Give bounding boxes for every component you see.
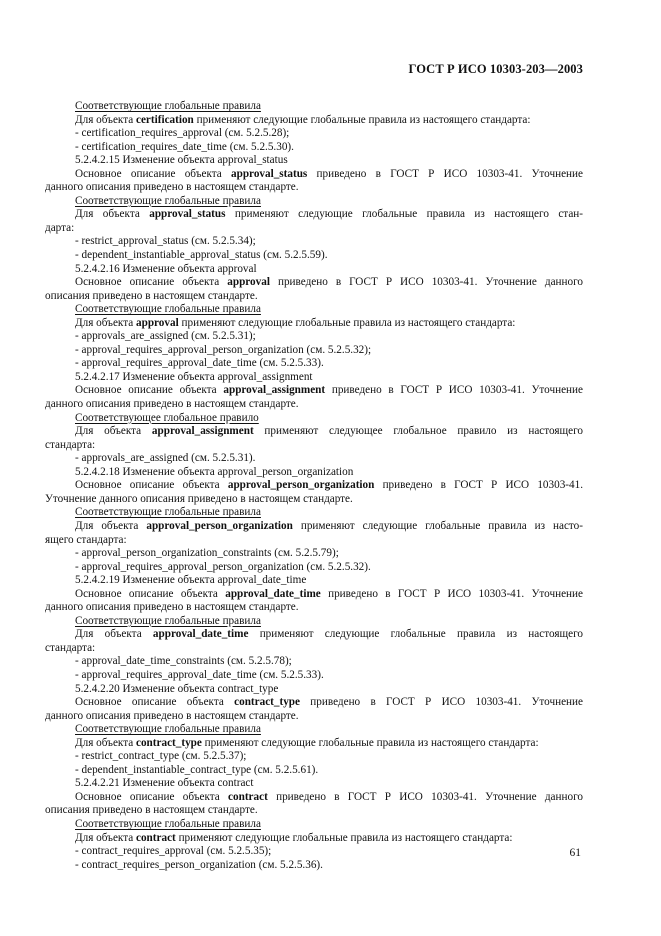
line-text: применяют следующие глобальные правила из насто- xyxy=(292,519,583,532)
section-heading-text: Соответствующее глобальное правило xyxy=(75,411,259,424)
indented-line: 5.2.4.2.15 Изменение объекта approval_status xyxy=(75,154,288,167)
indented-line: - approval_requires_approval_person_organization (см. 5.2.5.32). xyxy=(75,560,371,573)
entity-name: approval xyxy=(136,316,179,329)
indented-line: 5.2.4.2.19 Изменение объекта approval_date_time xyxy=(75,574,307,587)
section-heading xyxy=(45,100,583,114)
entity-name: approval_status xyxy=(231,167,308,180)
line-text: применяют следующие глобальные правила из настоящего стандарта: xyxy=(193,113,531,126)
paragraph-line xyxy=(45,696,583,710)
line-text: применяют следующее глобальное правило из настоящего xyxy=(253,425,583,438)
line-text: Основное описание объекта xyxy=(75,276,228,289)
line-text: применяют следующие глобальные правила из настоящего стан- xyxy=(225,208,583,221)
entity-name: contract_type xyxy=(234,696,300,709)
continuation-line: Уточнение данного описания приведено в настоящем стандарте. xyxy=(45,492,353,505)
paragraph-line xyxy=(45,520,583,534)
line-text: Для объекта xyxy=(75,736,136,749)
indented-line: - contract_requires_person_organization (см. 5.2.5.36). xyxy=(75,858,323,871)
line-text: приведено в ГОСТ Р ИСО 10303-41. Уточнение xyxy=(307,167,583,180)
entity-name: approval_status xyxy=(149,208,226,221)
continuation-line: описания приведено в настоящем стандарте. xyxy=(45,289,258,302)
paragraph-line xyxy=(45,114,583,128)
line-text: Для объекта xyxy=(75,425,152,438)
line-text: Основное описание объекта xyxy=(75,479,228,492)
section-heading xyxy=(45,412,583,426)
line-text: Для объекта xyxy=(75,113,136,126)
section-heading xyxy=(45,615,583,629)
continuation-line: дарта: xyxy=(45,221,75,234)
indented-line: - dependent_instantiable_contract_type (см. 5.2.5.61). xyxy=(75,763,319,776)
paragraph-line xyxy=(45,628,583,642)
line-text: приведено в ГОСТ Р ИСО 10303-41. Уточнение xyxy=(300,696,583,709)
line-text: применяют следующие глобальные правила из настоящего стандарта: xyxy=(201,736,539,749)
line-text: Для объекта xyxy=(75,208,150,221)
continuation-line: данного описания приведено в настоящем стандарте. xyxy=(45,601,299,614)
section-heading-text: Соответствующие глобальные правила xyxy=(75,303,261,316)
line-text: приведено в ГОСТ Р ИСО 10303-41. Уточнение xyxy=(325,384,583,397)
indented-line: - restrict_contract_type (см. 5.2.5.37); xyxy=(75,750,247,763)
indented-line: - certification_requires_approval (см. 5.2.5.28); xyxy=(75,127,290,140)
paragraph-line xyxy=(45,276,583,290)
entity-name: approval_person_organization xyxy=(227,479,375,492)
indented-line: 5.2.4.2.20 Изменение объекта contract_type xyxy=(75,682,279,695)
paragraph-line xyxy=(45,832,583,846)
line-text: приведено в ГОСТ Р ИСО 10303-41. Уточнение данного xyxy=(269,276,584,289)
continuation-line: описания приведено в настоящем стандарте. xyxy=(45,804,258,817)
entity-name: approval_person_organization xyxy=(146,519,293,532)
entity-name: approval_assignment xyxy=(151,425,254,438)
section-heading-text: Соответствующие глобальные правила xyxy=(75,194,261,207)
entity-name: contract xyxy=(228,790,268,803)
section-heading-text: Соответствующие глобальные правила xyxy=(75,817,261,830)
continuation-line: стандарта: xyxy=(45,641,96,654)
section-heading xyxy=(45,506,583,520)
section-heading xyxy=(45,195,583,209)
line-text: приведено в ГОСТ Р ИСО 10303-41. Уточнение xyxy=(320,587,583,600)
paragraph-line xyxy=(45,317,583,331)
line-text: приведено в ГОСТ Р ИСО 10303-41. xyxy=(374,479,583,492)
section-heading-text: Соответствующие глобальные правила xyxy=(75,506,261,519)
indented-line: - approvals_are_assigned (см. 5.2.5.31). xyxy=(75,452,256,465)
line-text: применяют следующие глобальные правила из настоящего стандарта: xyxy=(175,831,513,844)
paragraph-line xyxy=(45,384,583,398)
section-heading xyxy=(45,303,583,317)
indented-line: - approval_date_time_constraints (см. 5.2.5.78); xyxy=(75,655,292,668)
line-text: Основное описание объекта xyxy=(75,167,232,180)
indented-line: - contract_requires_approval (см. 5.2.5.35); xyxy=(75,845,272,858)
paragraph-line xyxy=(45,208,583,222)
paragraph-line xyxy=(45,425,583,439)
continuation-line: данного описания приведено в настоящем стандарте. xyxy=(45,181,299,194)
document-body xyxy=(45,100,583,872)
line-text: Основное описание объекта xyxy=(75,587,226,600)
continuation-line: данного описания приведено в настоящем стандарте. xyxy=(45,398,299,411)
line-text: Для объекта xyxy=(75,519,147,532)
paragraph-line xyxy=(45,168,583,182)
paragraph-line xyxy=(45,791,583,805)
section-heading-text: Соответствующие глобальные правила xyxy=(75,723,261,736)
entity-name: approval xyxy=(227,276,270,289)
indented-line: 5.2.4.2.18 Изменение объекта approval_person_organization xyxy=(75,465,354,478)
indented-line: 5.2.4.2.17 Изменение объекта approval_assignment xyxy=(75,370,313,383)
indented-line: - approval_requires_approval_date_time (см. 5.2.5.33). xyxy=(75,668,324,681)
line-text: приведено в ГОСТ Р ИСО 10303-41. Уточнение данного xyxy=(267,790,583,803)
indented-line: 5.2.4.2.16 Изменение объекта approval xyxy=(75,262,257,275)
entity-name: approval_date_time xyxy=(225,587,321,600)
paragraph-line xyxy=(45,737,583,751)
entity-name: approval_date_time xyxy=(152,628,249,641)
line-text: Основное описание объекта xyxy=(75,696,235,709)
indented-line: 5.2.4.2.21 Изменение объекта contract xyxy=(75,777,254,790)
page-header: ГОСТ Р ИСО 10303-203—2003 xyxy=(408,62,583,76)
line-text: Для объекта xyxy=(75,831,136,844)
line-text: применяют следующие глобальные правила из настоящего xyxy=(248,628,583,641)
indented-line: - restrict_approval_status (см. 5.2.5.34); xyxy=(75,235,256,248)
section-heading-text: Соответствующие глобальные правила xyxy=(75,614,261,627)
indented-line: - approval_person_organization_constraints (см. 5.2.5.79); xyxy=(75,547,339,560)
entity-name: certification xyxy=(136,113,194,126)
entity-name: approval_assignment xyxy=(223,384,326,397)
page-number: 61 xyxy=(569,847,581,859)
line-text: Основное описание объекта xyxy=(75,790,229,803)
line-text: Для объекта xyxy=(75,628,153,641)
indented-line: - approval_requires_approval_person_organization (см. 5.2.5.32); xyxy=(75,343,372,356)
continuation-line: стандарта: xyxy=(45,438,96,451)
indented-line: - approval_requires_approval_date_time (см. 5.2.5.33). xyxy=(75,357,324,370)
section-heading-text: Соответствующие глобальные правила xyxy=(75,100,261,112)
line-text: Основное описание объекта xyxy=(75,384,224,397)
indented-line: - dependent_instantiable_approval_status (см. 5.2.5.59). xyxy=(75,249,328,262)
indented-line: - approvals_are_assigned (см. 5.2.5.31); xyxy=(75,330,256,343)
line-text: применяют следующие глобальные правила из настоящего стандарта: xyxy=(178,316,516,329)
continuation-line: ящего стандарта: xyxy=(45,533,127,546)
paragraph-line xyxy=(45,479,583,493)
continuation-line: данного описания приведено в настоящем стандарте. xyxy=(45,709,299,722)
section-heading xyxy=(45,723,583,737)
paragraph-line xyxy=(45,588,583,602)
indented-line: - certification_requires_date_time (см. 5.2.5.30). xyxy=(75,140,294,153)
entity-name: contract xyxy=(136,831,176,844)
line-text: Для объекта xyxy=(75,316,136,329)
entity-name: contract_type xyxy=(136,736,202,749)
section-heading xyxy=(45,818,583,832)
